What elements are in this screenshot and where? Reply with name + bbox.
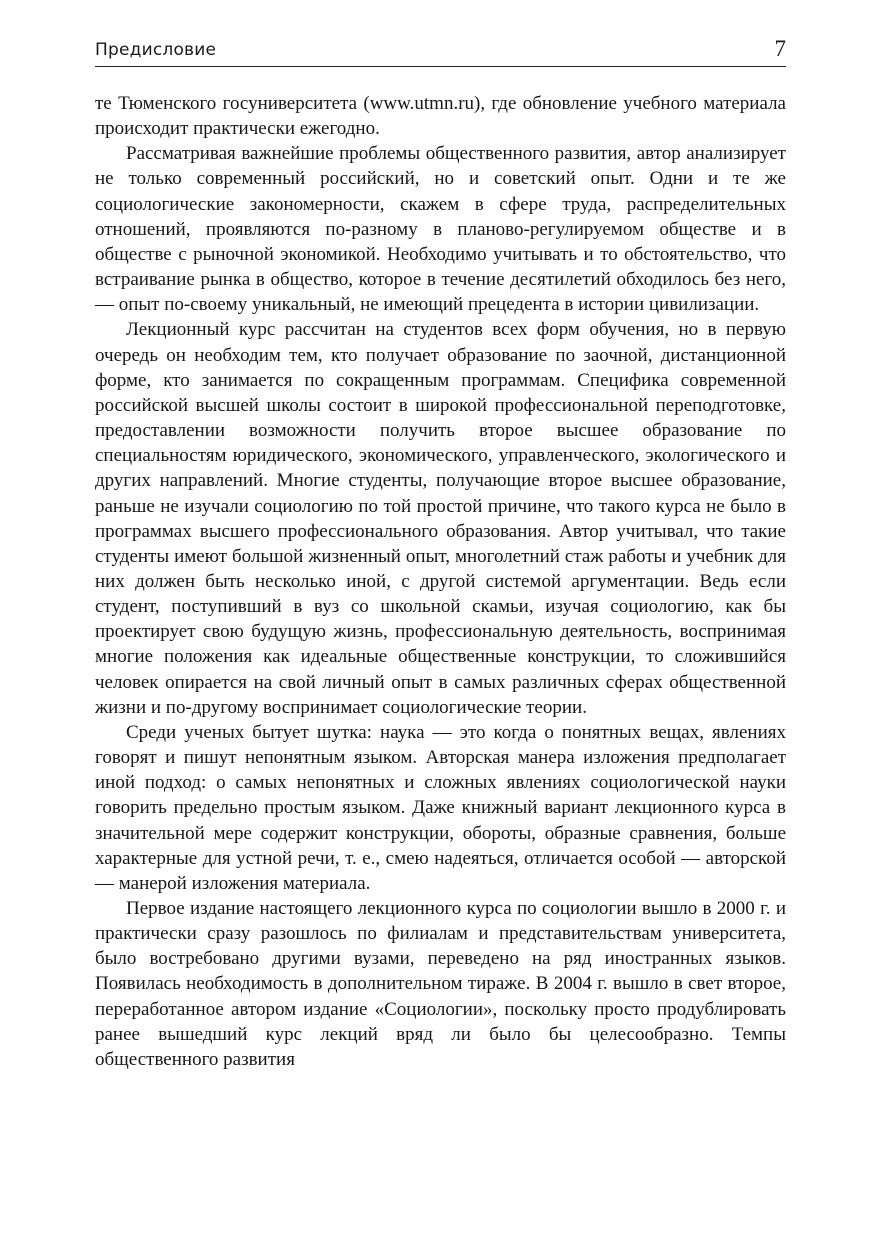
page-number: 7 [774,36,786,61]
paragraph-continued: те Тюменского госуниверситета (www.utmn.ru), где обновление учебного материала происходит практически ежегодно. [95,93,786,140]
paragraph: Среди ученых бытует шутка: наука — это когда о понятных вещах, явлениях говорят и пишут непонятным языком. Авторская манера изложения предполагает иной подход: о самых непонятных и сложных явлениях социологической науки говорить предельно простым языком. Даже книжный вариант лекционного курса в значительной мере содержит конструкции, обороты, образные сравнения, больше характерные для устной речи, т. е., смею надеяться, отличается особой — авторской — манерой изложения материала. [95,721,786,894]
running-header [95,36,786,67]
paragraph: Рассматривая важнейшие проблемы общественного развития, автор анализирует не только современный российский, но и советский опыт. Одни и те же социологические закономерности, скажем в сфере труда, распределительных отношений, проявляются по-разному в планово-регулируемом обществе и в обществе с рыночной экономикой. Необходимо учитывать и то обстоятельство, что встраивание рынка в общество, которое в течение десятилетий обходилось без него, — опыт по-своему уникальный, не имеющий прецедента в истории цивилизации. [95,143,786,316]
paragraph: Лекционный курс рассчитан на студентов всех форм обучения, но в первую очередь он необходим тем, кто получает образование по заочной, дистанционной форме, кто занимается по сокращенным программам. Специфика современной российской высшей школы состоит в широкой профессиональной переподготовке, предоставлении возможности получить второе высшее образование по специальностям юридического, экономического, управленческого, экологического и других направлений. Многие студенты, получающие второе высшее образование, раньше не изучали социологию по той простой причине, что такого курса не было в программах высшего профессионального образования. Автор учитывал, что такие студенты имеют большой жизненный опыт, многолетний стаж работы и учебник для них должен быть несколько иной, с другой системой аргументации. Ведь если студент, поступивший в вуз со школьной скамьи, изучая социологию, как бы проектирует свою будущую жизнь, профессиональную деятельность, воспринимая многие положения как идеальные общественные конструкции, то сложившийся человек опирается на свой личный опыт в самых различных сферах общественной жизни и по-другому воспринимает социологические теории. [95,319,786,718]
section-title: Предисловие [95,40,217,60]
body-text [95,91,786,1072]
paragraph: Первое издание настоящего лекционного курса по социологии вышло в 2000 г. и практически сразу разошлось по филиалам и представительствам университета, было востребовано другими вузами, переведено на ряд иностранных языков. Появилась необходимость в дополнительном тираже. В 2004 г. вышло в свет второе, переработанное автором издание «Социологии», поскольку просто продублировать ранее вышедший курс лекций вряд ли было бы целесообразно. Темпы общественного развития [95,898,786,1070]
